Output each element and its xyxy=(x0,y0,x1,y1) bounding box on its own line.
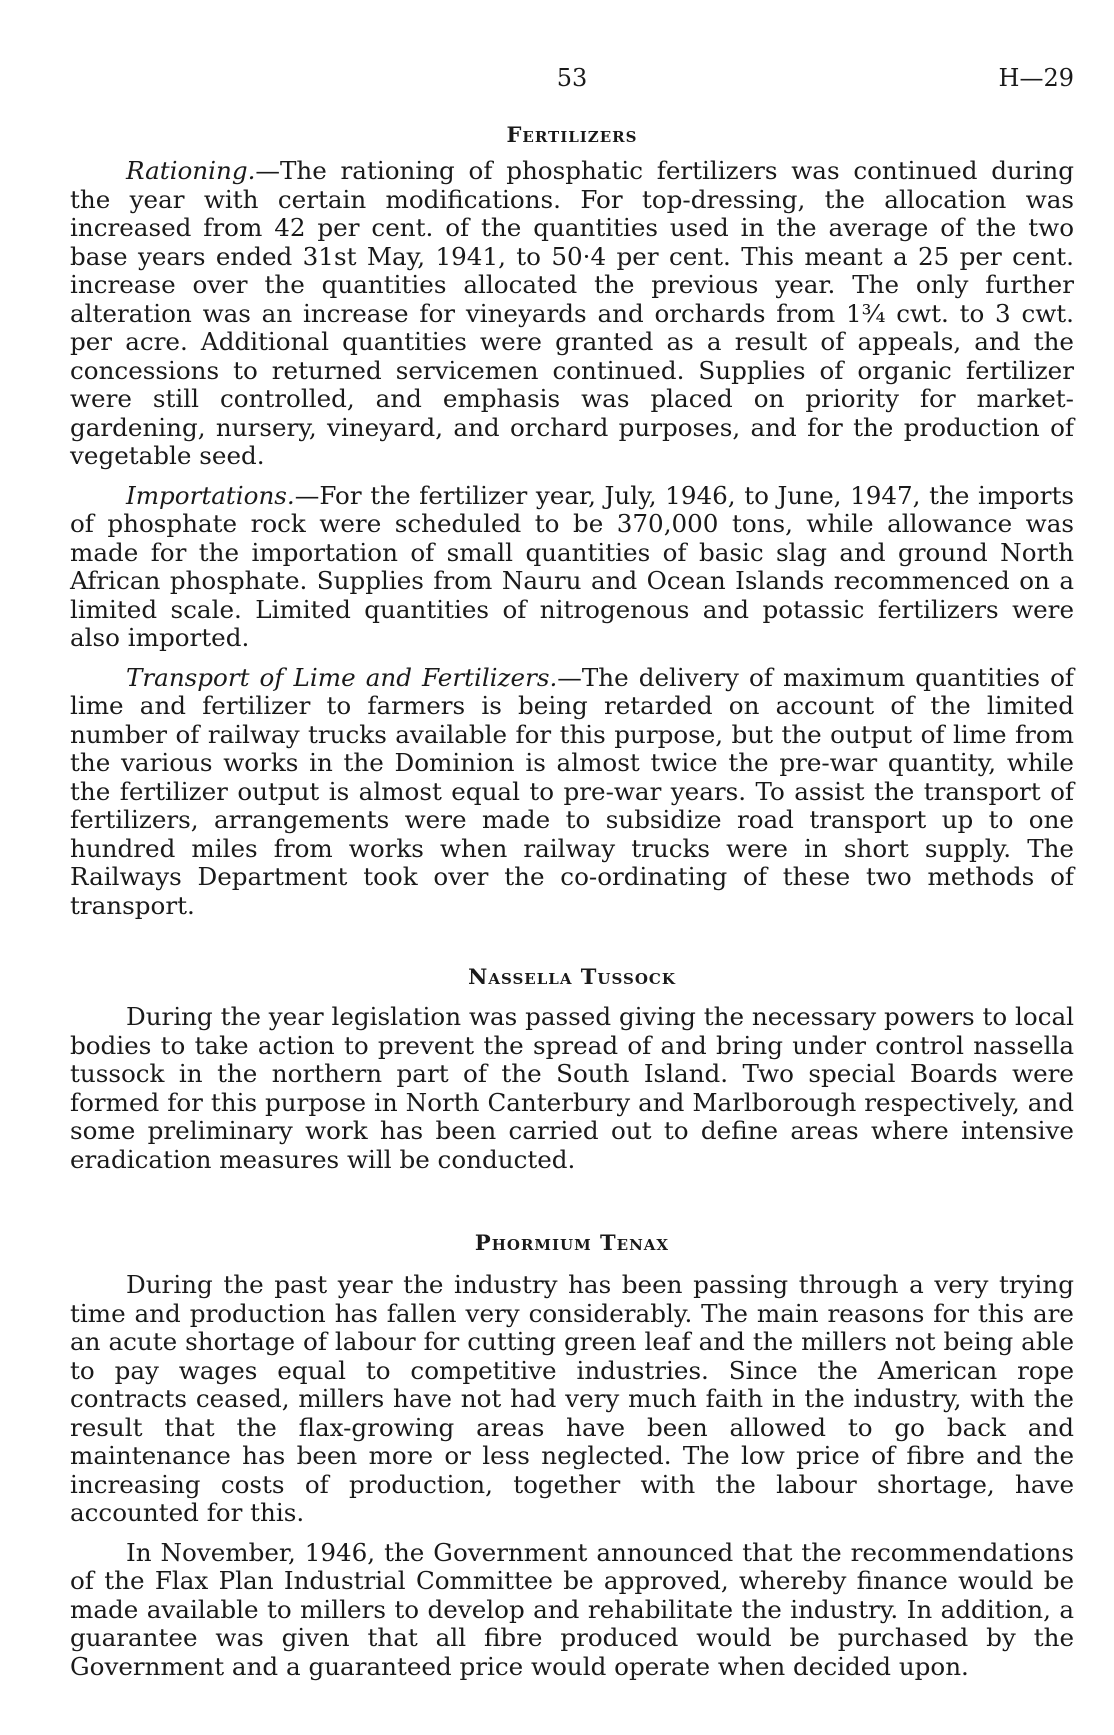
paragraph-phormium-industry: During the past year the industry has been passing through a very trying time and production has fallen very considerably. The main reasons for this are an acute shortage of labour for cutting green leaf and the millers not being able to pay wages equal to competitive industries. Since the American rope contracts ceased, millers have not had very much faith in the industry, with the result that the flax-growing areas have been allowed to go back and maintenance has been more or less neglected. The low price of fibre and the increasing costs of production, together with the labour shortage, have accounted for this. xyxy=(70,1270,1074,1527)
document-reference: H—29 xyxy=(998,64,1074,92)
paragraph-lead: Transport of Lime and Fertilizers. xyxy=(126,662,558,692)
section-heading-nassella-tussock: Nassella Tussock xyxy=(468,964,676,989)
paragraph-lead: Importations. xyxy=(126,480,295,510)
paragraph-nassella: During the year legislation was passed giving the necessary powers to local bodies to take action to prevent the spread of and bring under control nassella tussock in the northern part of the South Island. Two special Boards were formed for this purpose in North Canterbury and Marlborough respectively, and some preliminary work has been carried out to define areas where intensive eradication measures will be conducted. xyxy=(70,1002,1074,1174)
section-heading-phormium-tenax: Phormium Tenax xyxy=(474,1230,670,1255)
document-page xyxy=(70,58,1074,1681)
paragraph-rationing xyxy=(70,157,1074,471)
paragraph-transport xyxy=(70,664,1074,921)
section-heading-fertilizers: Fertilizers xyxy=(506,122,638,147)
paragraph-importations xyxy=(70,482,1074,653)
paragraph-text: —The rationing of phosphatic fertilizers was continued during the year with certain modifications. For top-dressing, the allocation was increased from 42 per cent. of the quantities used in the average of the two base years ended 31st May, 1941, to 50·4 per cent. This meant a 25 per cent. increase over the quantities allocated the previous year. The only further alteration was an increase for vineyards and orchards from 1¾ cwt. to 3 cwt. per acre. Additional quantities were granted as a result of appeals, and the concessions to returned servicemen continued. Supplies of organic fertilizer were still controlled, and emphasis was placed on priority for market-gardening, nursery, vineyard, and orchard purposes, and for the production of vegetable seed. xyxy=(70,156,1074,470)
paragraph-phormium-government: In November, 1946, the Government announced that the recommendations of the Flax Plan Industrial Committee be approved, whereby finance would be made available to millers to develop and rehabilitate the industry. In addition, a guarantee was given that all fibre produced would be purchased by the Government and a guaranteed price would operate when decided upon. xyxy=(70,1537,1074,1681)
paragraph-text: —For the fertilizer year, July, 1946, to June, 1947, the imports of phosphate rock were scheduled to be 370,000 tons, while allowance was made for the importation of small quantities of basic slag and ground North African phosphate. Supplies from Nauru and Ocean Islands recommenced on a limited scale. Limited quantities of nitrogenous and potassic fertilizers were also imported. xyxy=(70,480,1074,652)
page-header xyxy=(70,58,1074,98)
paragraph-lead: Rationing. xyxy=(126,156,256,185)
page-number: 53 xyxy=(556,64,588,92)
paragraph-text: —The delivery of maximum quantities of lime and fertilizer to farmers is being retarded on account of the limited number of railway trucks available for this purpose, but the output of lime from the various works in the Dominion is almost twice the pre-war quantity, while the fertilizer output is almost equal to pre-war years. To assist the transport of fertilizers, arrangements were made to subsidize road transport up to one hundred miles from works when railway trucks were in short supply. The Railways Department took over the co-ordinating of these two methods of transport. xyxy=(70,662,1074,920)
